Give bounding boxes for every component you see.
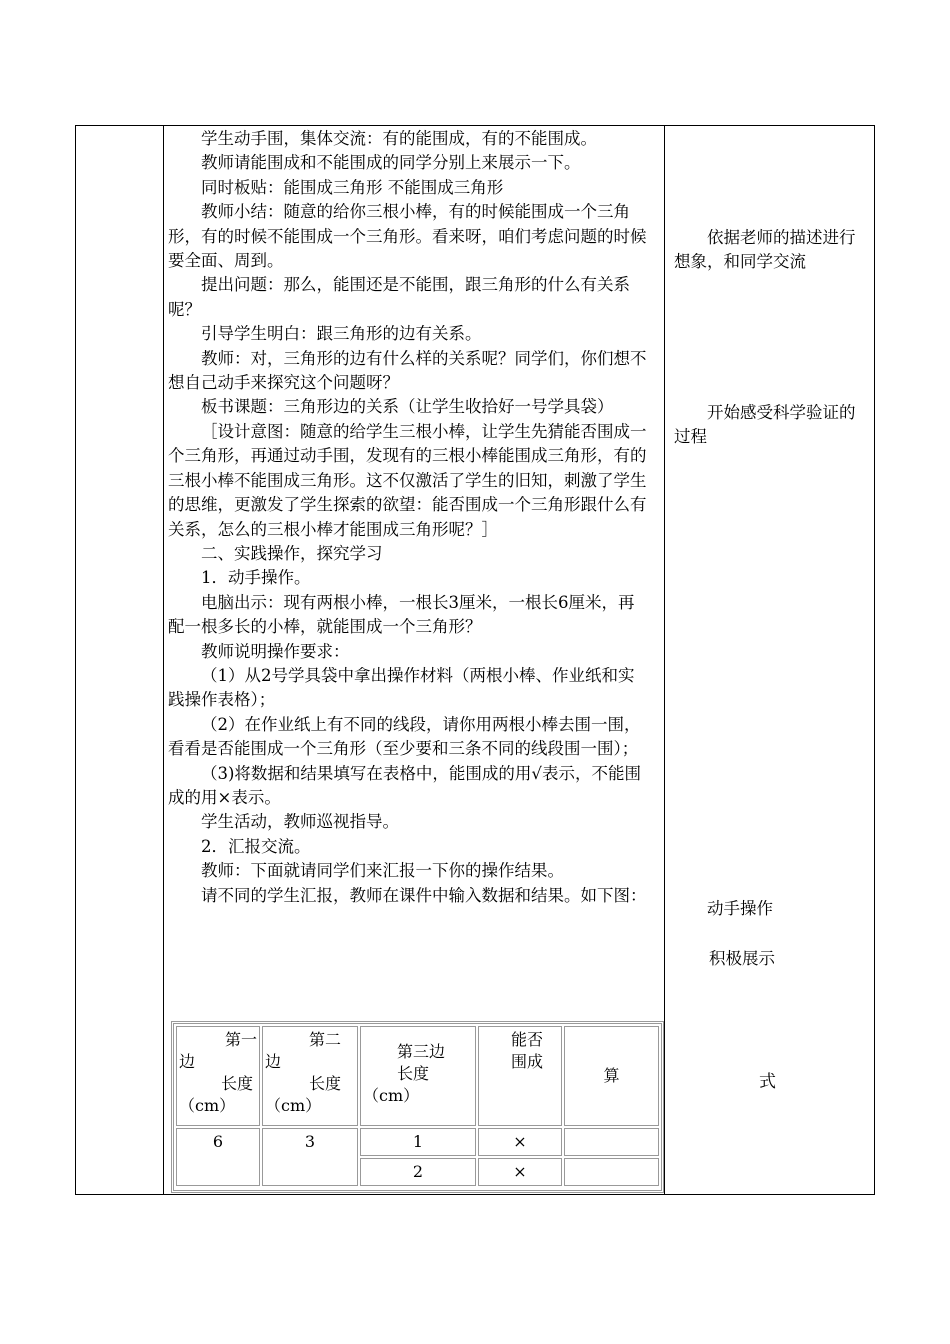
paragraph: 学生动手围，集体交流：有的能围成，有的不能围成。	[201, 129, 597, 148]
paragraph: 教师小结：随意的给你三根小棒，有的时候能围成一个三角形，有的时候不能围成一个三角形。看来呀，咱们考虑问题的时候要全面、周到。	[168, 202, 647, 271]
table-cell	[564, 1158, 659, 1186]
header-cell: 第一	[224, 1030, 257, 1049]
teaching-process-cell	[168, 127, 650, 908]
data-table	[171, 1021, 664, 1193]
table-cell	[564, 1128, 659, 1156]
paragraph: 学生活动，教师巡视指导。	[201, 812, 399, 832]
header-cell: （cm）	[179, 1096, 236, 1115]
student-activity-note	[674, 401, 870, 450]
student-activity-note	[674, 897, 870, 921]
paragraph: 教师：对，三角形的边有什么样的关系呢？同学们，你们想不想自己动手来探究这个问题呀？	[168, 348, 647, 393]
table-cell: ×	[478, 1158, 562, 1186]
column-divider	[163, 126, 164, 1194]
paragraph: 提出问题：那么，能围还是不能围，跟三角形的什么有关系呢？	[168, 275, 630, 319]
paragraph: （2）在作业纸上有不同的线段，请你用两根小棒去围一围，看看是否能围成一个三角形（至少要和三条不同的线段围一围）；	[168, 714, 641, 759]
paragraph: 电脑出示：现有两根小棒，一根长3厘米，一根长6厘米，再配一根多长的小棒，就能围成一个三角形？	[168, 592, 635, 637]
paragraph: 教师说明操作要求：	[201, 641, 350, 661]
header-cell: 长度	[308, 1074, 341, 1093]
lesson-table	[75, 125, 875, 1195]
section-heading: 二、实践操作，探究学习	[201, 543, 383, 563]
paragraph: 1．动手操作。	[201, 568, 311, 588]
header-cell: 算	[564, 1026, 659, 1126]
formula-label: 式	[759, 1072, 776, 1092]
header-cell: 第二	[308, 1030, 341, 1049]
design-intent: ［设计意图：随意的给学生三根小棒，让学生先猜能否围成一个三角形，再通过动手围，发现有的三根小棒能围成三角形，有的三根小棒不能围成三角形。这不仅激活了学生的旧知，刺激了学生的思维，更激发了学生探索的欲望：能否围成一个三角形跟什么有关系，怎么的三根小棒才能围成三角形呢？］	[168, 421, 647, 539]
student-activity-note	[674, 226, 870, 275]
paragraph: 板书课题：三角形边的关系（让学生收拾好一号学具袋）	[201, 397, 614, 417]
header-cell: 长度	[397, 1064, 430, 1083]
paragraph: 引导学生明白：跟三角形的边有关系。	[201, 324, 482, 344]
note-text: 开始感受科学验证的过程	[674, 403, 856, 447]
paragraph: 请不同的学生汇报，教师在课件中输入数据和结果。如下图：	[201, 885, 647, 905]
table-cell: 3	[262, 1128, 358, 1186]
paragraph: 教师：下面就请同学们来汇报一下你的操作结果。	[201, 861, 564, 881]
header-cell: 能否	[511, 1030, 544, 1049]
table-cell: 6	[176, 1128, 260, 1186]
header-cell: （cm）	[265, 1096, 322, 1115]
student-activity-note	[676, 947, 872, 971]
header-cell: 边	[179, 1052, 196, 1071]
note-text: 依据老师的描述进行想象，和同学交流	[674, 228, 856, 272]
table-cell: ×	[478, 1128, 562, 1156]
header-cell: 围成	[511, 1052, 544, 1071]
paragraph: （3)将数据和结果填写在表格中，能围成的用√表示，不能围成的用×表示。	[168, 763, 641, 807]
header-cell: 长度	[220, 1074, 253, 1093]
column-divider	[664, 126, 665, 1194]
header-cell: （cm）	[363, 1086, 420, 1105]
table-cell: 1	[360, 1128, 476, 1156]
paragraph: 教师请能围成和不能围成的同学分别上来展示一下。	[201, 153, 581, 173]
header-cell: 边	[265, 1052, 282, 1071]
table-cell: 2	[360, 1158, 476, 1186]
paragraph: （1）从2号学具袋中拿出操作材料（两根小棒、作业纸和实践操作表格）；	[168, 665, 635, 710]
note-text: 积极展示	[709, 949, 775, 968]
paragraph: 同时板贴：能围成三角形 不能围成三角形	[201, 177, 504, 197]
paragraph: 2．汇报交流。	[201, 836, 311, 856]
note-text: 动手操作	[707, 899, 773, 918]
header-cell: 第三边	[397, 1042, 446, 1061]
